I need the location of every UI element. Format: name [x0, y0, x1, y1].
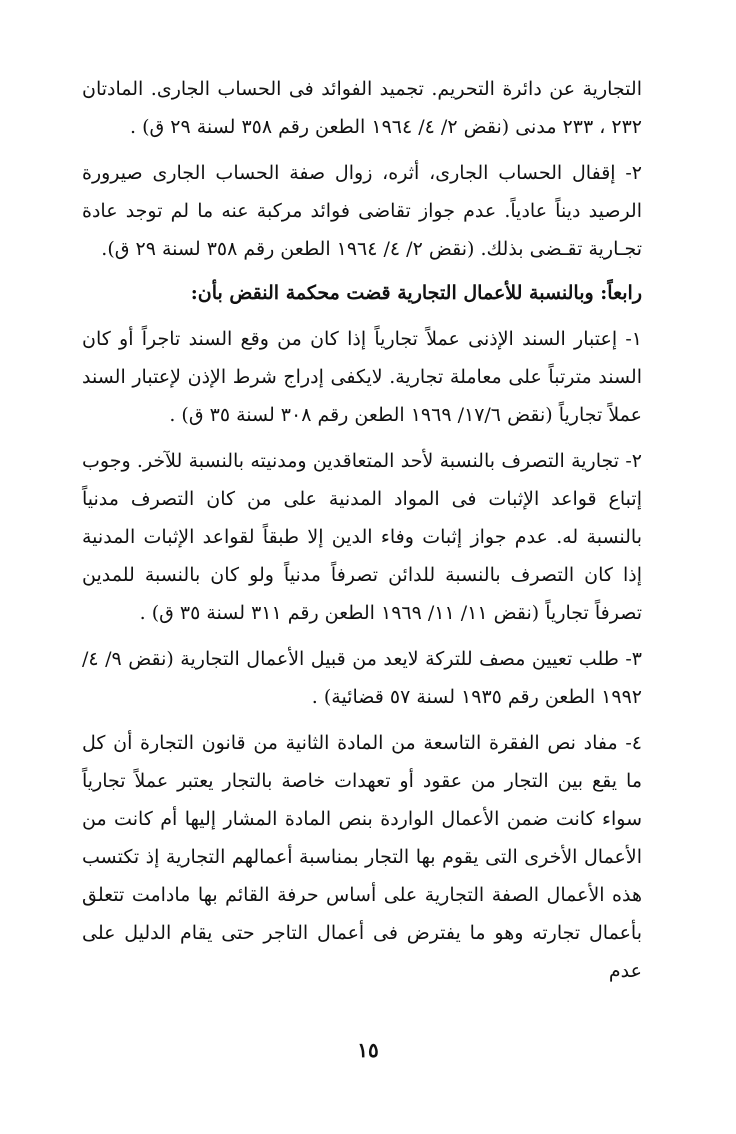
- paragraph-item-3-estate-liquidator: ٣- طلب تعيين مصف للتركة لايعد من قبيل الأعمال التجارية (نقض ٩/ ٤/ ١٩٩٢ الطعن رقم ١٩٣٥ لسنة ٥٧ قضائية) .: [82, 648, 642, 708]
- section-heading: رابعاً: وبالنسبة للأعمال التجارية قضت محكمة النقض بأن:: [190, 282, 642, 304]
- paragraph-item-1-promissory-note: ١- إعتبار السند الإذنى عملاً تجارياً إذا كان من وقع السند تاجراً أو كان السند مترتباً على معاملة تجارية. لايكفى إدراج شرط الإذن لإعتبار السند عملاً تجارياً (نقض ١٧/٦/ ١٩٦٩ الطعن رقم ٣٠٨ لسنة ٣٥ ق) .: [82, 328, 642, 426]
- paragraph-item-4-commercial-acts: ٤- مفاد نص الفقرة التاسعة من المادة الثانية من قانون التجارة أن كل ما يقع بين التجار من عقود أو تعهدات خاصة بالتجار يعتبر عملاً تجارياً سواء كانت ضمن الأعمال الواردة بنص المادة المشار إليها أم كانت من الأعمال الأخرى التى يقوم بها التجار بمناسبة أعمالهم التجارية إذ تكتسب هذه الأعمال الصفة التجارية على أساس حرفة القائم بها مادامت تتعلق بأعمال تجارته وهو ما يفترض فى أعمال التاجر حتى يقام الدليل على عدم: [82, 732, 642, 982]
- paragraph-continuation: التجارية عن دائرة التحريم. تجميد الفوائد فى الحساب الجارى. المادتان ٢٣٢ ، ٢٣٣ مدنى (نقض ٢/ ٤/ ١٩٦٤ الطعن رقم ٣٥٨ لسنة ٢٩ ق) .: [82, 78, 642, 138]
- paragraph-item-2-mixed-transaction: ٢- تجارية التصرف بالنسبة لأحد المتعاقدين ومدنيته بالنسبة للآخر. وجوب إتباع قواعد الإثبات فى المواد المدنية على من كان التصرف مدنياً بالنسبة له. عدم جواز إثبات وفاء الدين إلا طبقاً لقواعد الإثبات المدنية إذا كان التصرف بالنسبة للدائن تصرفاً مدنياً ولو كان بالنسبة للمدين تصرفاً تجارياً (نقض ١١/ ١١/ ١٩٦٩ الطعن رقم ٣١١ لسنة ٣٥ ق) .: [82, 450, 642, 624]
- paragraph-item-2-current-account: ٢- إقفال الحساب الجارى، أثره، زوال صفة الحساب الجارى صيرورة الرصيد ديناً عادياً. عدم جواز تقاضى فوائد مركبة عنه ما لم توجد عادة تجـارية تقـضى بذلك. (نقض ٢/ ٤/ ١٩٦٤ الطعن رقم ٣٥٨ لسنة ٢٩ ق).: [82, 162, 642, 260]
- page-body: [82, 70, 642, 990]
- page-number: ١٥: [357, 1038, 379, 1062]
